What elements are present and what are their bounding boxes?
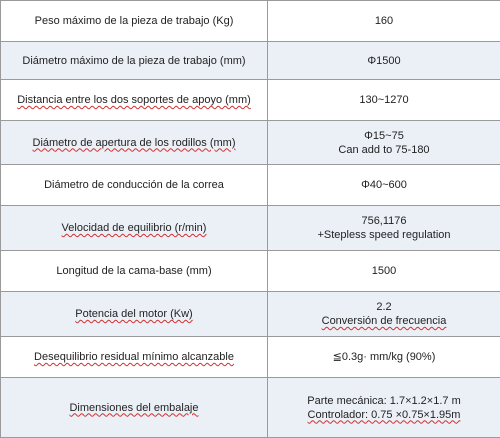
value-text: Controlador: 0.75 ×0.75×1.95m (272, 408, 496, 422)
value-cell (268, 337, 500, 378)
parameter-label: Potencia del motor (Kw) (75, 308, 192, 320)
parameter-cell (1, 206, 268, 251)
value-cell (268, 378, 500, 438)
table-row (1, 378, 500, 438)
parameter-cell (1, 337, 268, 378)
value-text: Parte mecánica: 1.7×1.2×1.7 m (272, 394, 496, 408)
table-row (1, 165, 500, 206)
value-cell (268, 251, 500, 292)
value-text: 160 (272, 14, 496, 28)
value-text: 1500 (272, 264, 496, 278)
value-cell (268, 206, 500, 251)
table-row (1, 42, 500, 80)
value-text: 130~1270 (272, 93, 496, 107)
parameter-cell (1, 121, 268, 165)
parameter-cell (1, 292, 268, 337)
value-text: ≦0.3g· mm/kg (90%) (272, 350, 496, 364)
parameter-cell (1, 378, 268, 438)
parameter-label: Diámetro de apertura de los rodillos (mm) (33, 137, 236, 149)
value-text: 756,1176 (272, 214, 496, 228)
parameter-label: Distancia entre los dos soportes de apoyo (mm) (17, 94, 251, 106)
value-text: +Stepless speed regulation (272, 228, 496, 242)
value-text: Φ15~75 (272, 129, 496, 143)
table-row (1, 206, 500, 251)
table-row (1, 121, 500, 165)
parameter-label: Diámetro máximo de la pieza de trabajo (mm) (22, 55, 245, 67)
value-text: Φ1500 (272, 54, 496, 68)
parameter-label: Desequilibrio residual mínimo alcanzable (34, 351, 234, 363)
parameter-label: Peso máximo de la pieza de trabajo (Kg) (35, 15, 234, 27)
table-row (1, 292, 500, 337)
value-text: 2.2 (272, 300, 496, 314)
table-row (1, 337, 500, 378)
value-text: Can add to 75-180 (272, 143, 496, 157)
value-text: Conversión de frecuencia (272, 314, 496, 328)
value-text: Φ40~600 (272, 178, 496, 192)
value-cell (268, 1, 500, 42)
value-cell (268, 292, 500, 337)
parameter-label: Dimensiones del embalaje (69, 402, 198, 414)
parameter-cell (1, 251, 268, 292)
table-row (1, 80, 500, 121)
parameter-label: Longitud de la cama-base (mm) (56, 265, 211, 277)
parameter-cell (1, 80, 268, 121)
table-row (1, 251, 500, 292)
value-cell (268, 80, 500, 121)
parameter-cell (1, 165, 268, 206)
value-cell (268, 121, 500, 165)
parameter-label: Diámetro de conducción de la correa (44, 179, 224, 191)
parameter-label: Velocidad de equilibrio (r/min) (62, 222, 207, 234)
parameter-cell (1, 42, 268, 80)
value-cell (268, 165, 500, 206)
value-cell (268, 42, 500, 80)
table-row (1, 1, 500, 42)
parameter-cell (1, 1, 268, 42)
